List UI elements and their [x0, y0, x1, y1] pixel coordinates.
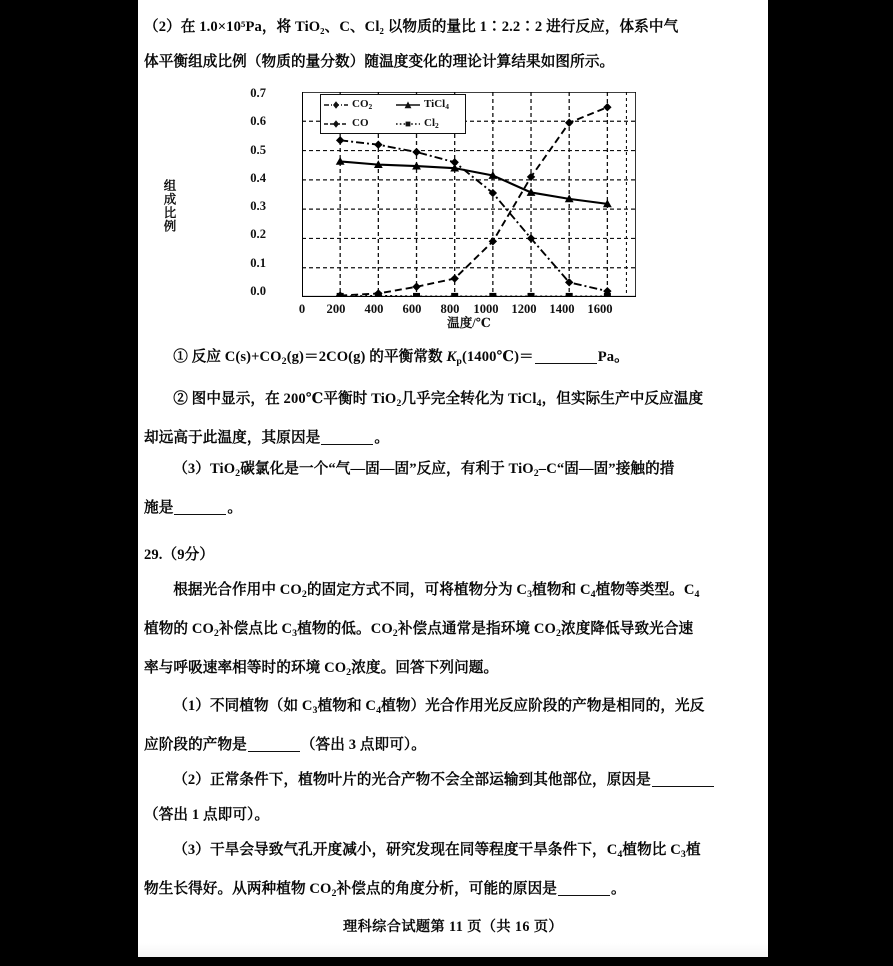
q28-part3-c: –C“固—固”接触的措 — [538, 461, 675, 477]
q28-item2-tio2-sub: 2 — [396, 397, 402, 409]
q29-q1-sub2: 4 — [376, 705, 382, 717]
q29-q2-line2: （答出 1 点即可）。 — [144, 807, 270, 824]
q29-q1d: 应阶段的产物是 — [144, 737, 247, 754]
x-tick-1400: 1400 — [549, 302, 575, 316]
q29-i2b: 补偿点比 C — [218, 620, 293, 637]
exam-page — [138, 0, 768, 957]
q29-q3-line2 — [138, 872, 768, 911]
q29-q3-sub1: 4 — [617, 848, 623, 860]
q28-item2-d: 却远高于此温度，其原因是 — [144, 429, 321, 446]
q29-q1-line2 — [138, 728, 768, 763]
q29-q3-line1 — [138, 833, 768, 872]
question-28-item2 — [138, 382, 768, 456]
q29-q3a: （3）干旱会导致气孔开度减小，研究发现在同等程度干旱条件下，C — [173, 842, 618, 859]
q29-i1-sub1: 2 — [301, 588, 307, 600]
equilibrium-composition-chart — [138, 84, 768, 334]
legend-label-co2: $CO_2$ — [352, 97, 373, 111]
x-tick-1600: 1600 — [587, 302, 613, 316]
q29-i2-sub2: 3 — [292, 627, 298, 639]
q28-item1-k-sub: p — [456, 355, 462, 367]
q28-part3-e: 。 — [227, 499, 243, 516]
x-tick-600: 600 — [402, 302, 422, 316]
q29-q1-sub1: 3 — [312, 705, 318, 717]
y-tick-0.6: 0.6 — [250, 114, 266, 129]
q29-i3-sub1: 2 — [346, 666, 352, 678]
q29-i1-sub3: 4 — [590, 588, 596, 600]
q29-i2-sub4: 2 — [555, 627, 561, 639]
legend-marker-co2 — [323, 99, 349, 111]
y-tick-0.1: 0.1 — [250, 255, 266, 270]
chart-plot-area — [302, 92, 636, 297]
q29-q1c: 植物）光合作用光反应阶段的产物是相同的，光反 — [381, 698, 705, 715]
q28-part2-line1: （2）在 1.0×10⁵Pa，将 TiO₂、C、Cl₂ 以物质的量比 1∶2.2∶2 进行反应，体系中气 — [144, 19, 679, 35]
legend-item-cl2 — [393, 118, 465, 130]
y-tick-0.3: 0.3 — [250, 199, 266, 214]
q28-part3-b: 碳氯化是一个“气—固—固”反应，有利于 TiO — [240, 461, 534, 477]
q28-item2-b: 几乎完全转化为 TiCl — [401, 391, 537, 407]
legend-label-co: CO — [352, 117, 369, 129]
legend-marker-ticl4 — [395, 99, 421, 111]
y-tick-0.4: 0.4 — [250, 170, 266, 185]
chart-y-axis-label: 组成比例 — [162, 179, 176, 233]
q28-part3-answer-blank[interactable] — [174, 514, 226, 515]
q28-part3-d: 施是 — [144, 499, 174, 516]
q29-i1-sub2: 3 — [527, 588, 533, 600]
q29-q3d: 物生长得好。从两种植物 CO — [144, 880, 332, 897]
q28-item2-a: ② 图中显示，在 200℃平衡时 TiO — [173, 391, 397, 407]
y-tick-0.7: 0.7 — [250, 86, 266, 100]
q29-i2c: 植物的低。CO — [297, 620, 393, 637]
legend-marker-co — [323, 118, 349, 130]
x-tick-1000: 1000 — [473, 302, 499, 316]
q28-part2-line2: 体平衡组成比例（物质的量分数）随温度变化的理论计算结果如图所示。 — [144, 54, 615, 70]
legend-item-ticl4 — [393, 99, 465, 111]
legend-label-cl2: $Cl_2$ — [424, 116, 439, 130]
q28-part3-a: （3）TiO — [173, 461, 236, 477]
q29-q3b: 植物比 C — [622, 842, 681, 859]
q29-i2e: 浓度降低导致光合速 — [561, 620, 694, 637]
x-tick-200: 200 — [326, 302, 346, 316]
q29-i2-sub3: 2 — [392, 627, 398, 639]
q28-part3-sub1: 2 — [235, 467, 241, 479]
q29-intro-line2 — [138, 612, 768, 651]
x-tick-400: 400 — [364, 302, 384, 316]
q28-item2-answer-blank[interactable] — [321, 444, 373, 445]
q29-q1-answer-blank[interactable] — [248, 751, 300, 752]
q28-item1-prefix: ① 反应 C(s)+CO — [173, 349, 282, 365]
q29-i1d: 植物等类型。C — [595, 582, 695, 598]
q29-q1a: （1）不同植物（如 C — [173, 698, 313, 715]
q29-intro-line1 — [138, 573, 768, 612]
x-tick-0: 0 — [298, 302, 306, 316]
question-28-item1 — [138, 340, 768, 379]
x-tick-800: 800 — [440, 302, 460, 316]
q29-intro-line3 — [138, 651, 768, 690]
y-tick-0.2: 0.2 — [250, 227, 266, 242]
q28-item1-co2-sub: 2 — [281, 355, 287, 367]
q28-item1-eq: (g)＝2CO(g) — [286, 349, 366, 365]
q29-q3-sub2: 3 — [680, 848, 686, 860]
question-28-part2 — [138, 10, 768, 80]
q29-q3-sub3: 2 — [331, 887, 337, 899]
x-tick-1200: 1200 — [511, 302, 537, 316]
chart-legend — [320, 94, 466, 134]
q29-i1c: 植物和 C — [532, 582, 591, 598]
q28-item1-k: K — [446, 349, 457, 365]
q29-q3-answer-blank[interactable] — [558, 895, 610, 896]
q29-i2d: 补偿点通常是指环境 CO — [397, 620, 556, 637]
q29-q3f: 。 — [610, 880, 626, 897]
q28-item1-mid: 的平衡常数 — [365, 349, 447, 365]
legend-marker-cl2 — [395, 118, 421, 130]
q29-q1e: （答出 3 点即可）。 — [300, 737, 427, 754]
q28-item2-ticl4-sub: 4 — [536, 397, 542, 409]
q28-item2-e: 。 — [374, 429, 390, 446]
q29-i2a: 植物的 CO — [144, 620, 214, 637]
q29-q2-answer-blank[interactable] — [652, 786, 714, 787]
q28-item1-answer-blank[interactable] — [535, 363, 597, 364]
q28-item2-c: ，但实际生产中反应温度 — [541, 391, 704, 407]
q29-q1-line1 — [138, 689, 768, 728]
question-29 — [138, 538, 768, 911]
q29-i3a: 率与呼吸速率相等时的环境 CO — [144, 659, 347, 676]
chart-x-axis-label: 温度/℃ — [447, 316, 491, 330]
q29-i1b: 的固定方式不同，可将植物分为 C — [306, 582, 528, 598]
legend-item-co2 — [321, 99, 393, 111]
question-28-part3 — [138, 452, 768, 526]
legend-label-ticl4: TiCl$_4$ — [424, 97, 449, 111]
y-tick-0.5: 0.5 — [250, 142, 266, 157]
page-footer: 理科综合试题第 11 页（共 16 页） — [342, 919, 564, 935]
y-tick-0.0: 0.0 — [250, 284, 266, 298]
q29-q3e: 补偿点的角度分析，可能的原因是 — [336, 880, 557, 897]
q29-q3c: 植 — [685, 842, 701, 859]
q29-i1-sub4: 4 — [694, 588, 700, 600]
q29-i2-sub1: 2 — [213, 627, 219, 639]
q29-i3b: 浓度。回答下列问题。 — [351, 659, 499, 676]
q29-number: 29.（9分） — [144, 547, 215, 563]
q28-part3-sub2: 2 — [533, 467, 539, 479]
q29-q1b: 植物和 C — [317, 698, 377, 715]
q29-q2a: （2）正常条件下，植物叶片的光合产物不会全部运输到其他部位，原因是 — [173, 772, 651, 789]
q29-q2-line1 — [138, 763, 768, 798]
q28-item1-cond: (1400℃)＝ — [461, 349, 534, 365]
legend-item-co — [321, 118, 393, 130]
q29-i1a: 根据光合作用中 CO — [173, 582, 302, 598]
q28-item1-unit: Pa。 — [597, 349, 629, 365]
